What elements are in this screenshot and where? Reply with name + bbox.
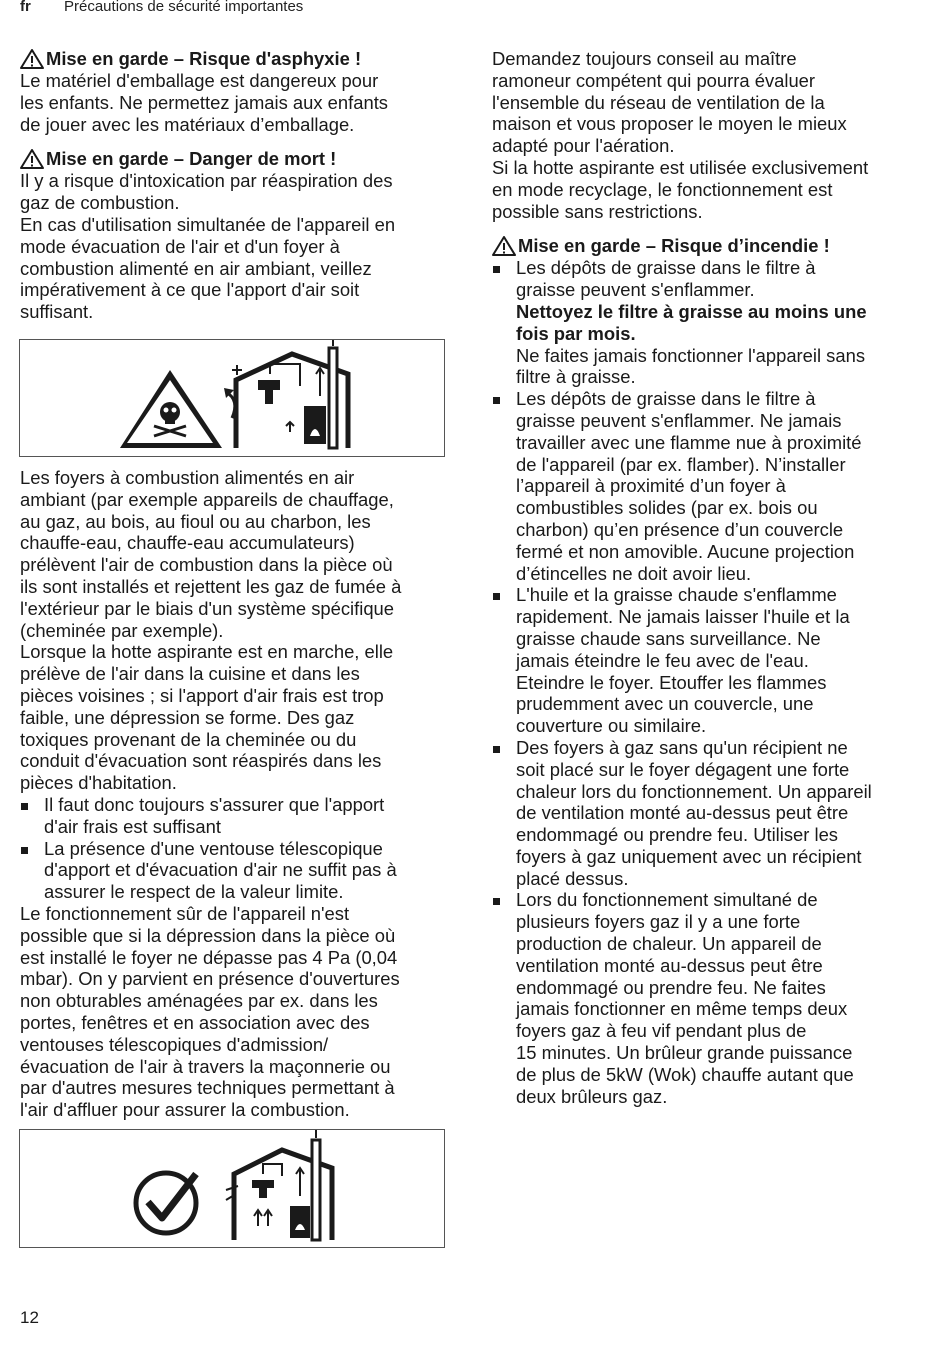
text-line: foyers à gaz uniquement avec un récipient [516, 845, 862, 867]
text-line: de ventilation monté au-dessus peut être [516, 802, 849, 824]
checkmark-house-icon [20, 1130, 444, 1247]
emphasis-line: Nettoyez le filtre à graisse au moins une [516, 300, 867, 322]
text-line: évacuation de l'air à travers la maçonnerie ou [20, 1055, 391, 1077]
text-line: charbon) qu’en présence d’un couvercle [516, 518, 844, 540]
text-line: placé dessus. [516, 867, 629, 889]
text-line: l'extérieur par le biais d'un système spécifique [20, 597, 394, 619]
text-line: soit placé sur le foyer dégagent une forte [516, 758, 850, 780]
text-line: de jouer avec les matériaux d’emballage. [20, 113, 355, 135]
text-line: Des foyers à gaz sans qu'un récipient ne [516, 736, 848, 758]
left-column [20, 48, 445, 323]
text-line: ambiant (par exemple appareils de chauffage, [20, 488, 394, 510]
text-line: de l'appareil (par ex. flamber). N’installer [516, 453, 846, 475]
text-line: combustion alimenté en air ambiant, veillez [20, 257, 372, 279]
text-line: mode évacuation de l'air et d'un foyer à [20, 235, 340, 257]
text-line: fermé et non amovible. Aucune projection [516, 540, 855, 562]
page-number: 12 [20, 1308, 39, 1327]
text-line: adapté pour l'aération. [492, 135, 675, 157]
text-line: production de chaleur. Un appareil de [516, 933, 822, 955]
text-line: plusieurs foyers gaz il y a une forte [516, 911, 801, 933]
language-code: fr [20, 0, 31, 15]
text-line: En cas d'utilisation simultanée de l'appareil en [20, 213, 396, 235]
section-title: Précautions de sécurité importantes [64, 0, 304, 15]
text-line: Les foyers à combustion alimentés en air [20, 467, 355, 488]
warning-heading-asphyxia [20, 48, 445, 70]
text-line: ventilation monté au-dessus peut être [516, 954, 823, 976]
list-item [492, 889, 922, 1107]
bullet-list [492, 257, 922, 1107]
emphasis-line: fois par mois. [516, 322, 636, 344]
text-line: couverture ou similaire. [516, 715, 707, 737]
danger-figure [19, 339, 445, 457]
text-line: Les dépôts de graisse dans le filtre à [516, 257, 816, 279]
text-line: Le matériel d'emballage est dangereux pour [20, 70, 379, 91]
text-line: travailler avec une flamme nue à proximité [516, 431, 862, 453]
text-line: ramoneur compétent qui pourra évaluer [492, 69, 816, 91]
text-line: Il y a risque d'intoxication par réaspiration des [20, 170, 393, 192]
text-line: chaleur lors du fonctionnement. Un appareil [516, 780, 872, 802]
text-line: ils sont installés et rejettent les gaz de fumée à [20, 575, 402, 597]
text-line: l'ensemble du réseau de ventilation de la [492, 91, 825, 113]
text-line: endommagé ou prendre feu. Utiliser les [516, 824, 839, 846]
text-line: combustibles solides (par ex. bois ou [516, 497, 818, 519]
text-line: portes, fenêtres et en association avec des [20, 1011, 370, 1033]
text-line: faible, une dépression se forme. Des gaz [20, 706, 355, 728]
text-line: l'air d'affluer pour assurer la combustion. [20, 1099, 350, 1121]
text-line: endommagé ou prendre feu. Ne faites [516, 976, 826, 998]
text-line: pièces voisines ; si l'apport d'air frais est trop [20, 684, 384, 706]
text-line: gaz de combustion. [20, 192, 180, 214]
text-line: toxiques provenant de la cheminée ou du [20, 728, 357, 750]
warning-heading-danger [20, 148, 445, 170]
warning-title: Mise en garde – Risque d’incendie ! [518, 235, 830, 257]
text-line: Eteindre le foyer. Etouffer les flammes [516, 671, 827, 693]
text-line: Lorsque la hotte aspirante est en marche, elle [20, 641, 394, 663]
text-line: par d'autres mesures techniques permettant à [20, 1077, 395, 1099]
text-line: les enfants. Ne permettez jamais aux enfants [20, 91, 389, 113]
text-line: graisse peuvent s'enflammer. [516, 279, 755, 301]
text-line: deux brûleurs gaz. [516, 1085, 668, 1107]
text-line: Demandez toujours conseil au maître [492, 48, 797, 69]
warning-title: Mise en garde – Risque d'asphyxie ! [46, 48, 362, 70]
text-line: L'huile et la graisse chaude s'enflamme [516, 584, 837, 606]
text-line: foyers gaz à feu vif pendant plus de [516, 1020, 807, 1042]
text-line: prudemment avec un couvercle, une [516, 693, 814, 715]
text-line: prélève de l'air dans la cuisine et dans les [20, 663, 360, 685]
text-line: graisse peuvent s'enflammer. Ne jamais [516, 409, 842, 431]
left-column-lower [20, 467, 445, 1121]
text-line: chauffe-eau, chauffe-eau accumulateurs) [20, 532, 355, 554]
text-line: pièces d'habitation. [20, 772, 177, 794]
text-line: jamais éteindre le feu avec de l'eau. [516, 649, 809, 671]
warning-heading-fire [492, 235, 922, 257]
text-line: d’étincelles ne doit avoir lieu. [516, 562, 752, 584]
text-line: de plus de 5kW (Wok) chauffe autant que [516, 1063, 854, 1085]
text-line: est installé le foyer ne dépasse pas 4 Pa (0,04 [20, 946, 398, 968]
text-line: en mode recyclage, le fonctionnement est [492, 178, 833, 200]
text-line: rapidement. Ne jamais laisser l'huile et la [516, 606, 850, 628]
ok-figure [19, 1129, 445, 1248]
skull-danger-house-icon [20, 340, 444, 456]
warning-title: Mise en garde – Danger de mort ! [46, 148, 337, 170]
text-line: suffisant. [20, 301, 94, 323]
text-line: impérativement à ce que l'apport d'air soit [20, 279, 360, 301]
text-line: graisse chaude sans surveillance. Ne [516, 627, 821, 649]
text-line: Les dépôts de graisse dans le filtre à [516, 388, 816, 410]
right-column [492, 48, 922, 1107]
list-item [492, 388, 922, 584]
text-line: maison et vous proposer le moyen le mieux [492, 113, 847, 135]
text-line: possible sans restrictions. [492, 200, 703, 222]
text-line: (cheminée par exemple). [20, 619, 224, 641]
text-line: possible que si la dépression dans la pièce où [20, 924, 396, 946]
warning-triangle-icon [19, 48, 45, 70]
text-line: La présence d'une ventouse télescopique [44, 837, 383, 859]
text-line: jamais fonctionner en même temps deux [516, 998, 848, 1020]
text-line: mbar). On y parvient en présence d'ouvertures [20, 968, 400, 990]
text-line: Le fonctionnement sûr de l'appareil n'est [20, 902, 350, 924]
warning-triangle-icon [491, 235, 517, 257]
text-line: conduit d'évacuation sont réaspirés dans les [20, 750, 382, 772]
text-line: au gaz, au bois, au fioul ou au charbon, les [20, 510, 371, 532]
text-line: prélèvent l'air de combustion dans la pièce où [20, 554, 393, 576]
list-item [20, 838, 445, 903]
text-line: non obturables aménagées par ex. dans les [20, 990, 378, 1012]
text-line: l’appareil à proximité d’un foyer à [516, 475, 786, 497]
text-line: ventouses télescopiques d'admission/ [20, 1033, 329, 1055]
text-line: filtre à graisse. [516, 366, 636, 388]
list-item [20, 794, 445, 838]
text-line: 15 minutes. Un brûleur grande puissance [516, 1042, 853, 1064]
text-line: d'apport et d'évacuation d'air ne suffit pas à [44, 859, 397, 881]
text-line: Ne faites jamais fonctionner l'appareil sans [516, 344, 866, 366]
bullet-list [20, 794, 445, 903]
list-item [492, 257, 922, 388]
text-line: assurer le respect de la valeur limite. [44, 881, 344, 903]
text-line: Lors du fonctionnement simultané de [516, 889, 818, 911]
text-line: d'air frais est suffisant [44, 815, 221, 837]
warning-triangle-icon [19, 148, 45, 170]
text-line: Il faut donc toujours s'assurer que l'apport [44, 793, 385, 815]
list-item [492, 737, 922, 890]
list-item [492, 584, 922, 737]
text-line: Si la hotte aspirante est utilisée exclusivement [492, 156, 869, 178]
